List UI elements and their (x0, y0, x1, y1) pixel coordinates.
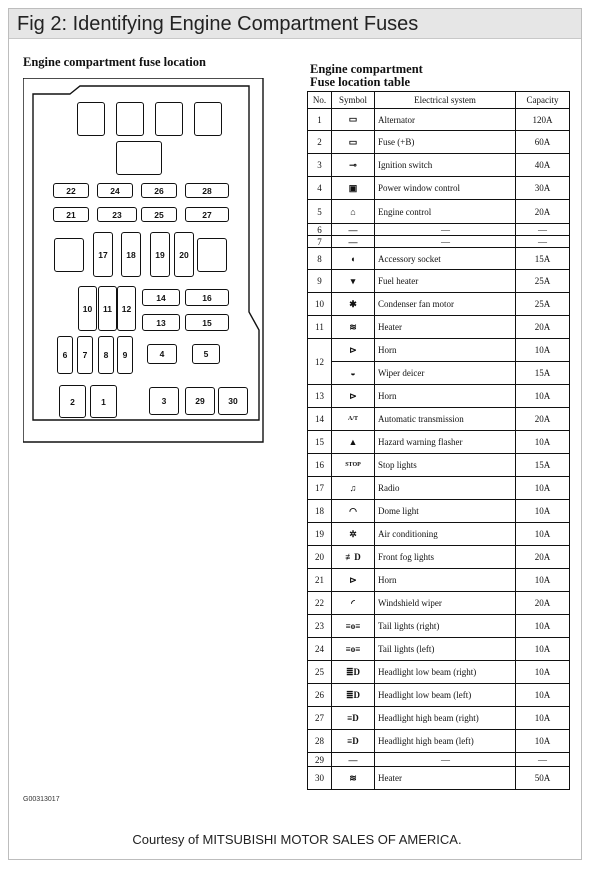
fuse-number: 16 (308, 454, 332, 477)
capacity: 25A (516, 270, 570, 293)
table-header-row (308, 92, 570, 109)
electrical-system: Automatic transmission (375, 408, 516, 431)
electrical-system: Tail lights (left) (375, 638, 516, 661)
header-symbol: Symbol (332, 92, 375, 109)
fuse-28: 28 (185, 183, 229, 198)
hazard-icon: ▲ (332, 431, 375, 454)
electrical-system: Front fog lights (375, 546, 516, 569)
capacity: 50A (516, 767, 570, 790)
air-conditioning-icon: ✲ (332, 523, 375, 546)
electrical-system: — (375, 224, 516, 236)
windshield-wiper-icon: ◜ (332, 592, 375, 615)
fuse-number: 13 (308, 385, 332, 408)
fuse-9: 9 (117, 336, 133, 374)
fuse-number: 7 (308, 236, 332, 248)
fuse-8: 8 (98, 336, 114, 374)
fuse-location-table (307, 91, 570, 790)
header-electrical-system: Electrical system (375, 92, 516, 109)
symbol-dash: — (332, 753, 375, 767)
fuse-number: 21 (308, 569, 332, 592)
high-beam-icon: ≡D (332, 730, 375, 753)
fuse-number: 23 (308, 615, 332, 638)
fuse-number: 26 (308, 684, 332, 707)
capacity: 20A (516, 408, 570, 431)
high-beam-icon: ≡D (332, 707, 375, 730)
fuse-7: 7 (77, 336, 93, 374)
capacity: 10A (516, 431, 570, 454)
electrical-system: Ignition switch (375, 154, 516, 177)
fuse-26: 26 (141, 183, 177, 198)
horn-icon: ⊳ (332, 339, 375, 362)
low-beam-icon: ≣D (332, 684, 375, 707)
fuse-22: 22 (53, 183, 89, 198)
wiper-deicer-icon: ◒ (332, 362, 375, 385)
accessory-socket-icon: ◖ (332, 248, 375, 270)
table-row (308, 454, 570, 477)
electrical-system: Headlight high beam (right) (375, 707, 516, 730)
electrical-system: Radio (375, 477, 516, 500)
radio-icon: ♫ (332, 477, 375, 500)
fuse-number: 1 (308, 109, 332, 131)
fuse-21: 21 (53, 207, 89, 222)
capacity: 10A (516, 385, 570, 408)
capacity: — (516, 753, 570, 767)
electrical-system: — (375, 753, 516, 767)
electrical-system: Horn (375, 569, 516, 592)
table-row (308, 270, 570, 293)
stop-lights-icon: STOP (332, 454, 375, 477)
table-row (308, 248, 570, 270)
fuse-number: 20 (308, 546, 332, 569)
power-window-icon: ▣ (332, 177, 375, 200)
table-row (308, 362, 570, 385)
table-row (308, 500, 570, 523)
relay-slot (197, 238, 227, 272)
electrical-system: Headlight low beam (left) (375, 684, 516, 707)
fuse-23: 23 (97, 207, 137, 222)
fuse-number: 12 (308, 339, 332, 385)
table-row (308, 293, 570, 316)
capacity: 10A (516, 523, 570, 546)
capacity: 10A (516, 339, 570, 362)
symbol-dash: — (332, 224, 375, 236)
electrical-system: Wiper deicer (375, 362, 516, 385)
fuse-30: 30 (218, 387, 248, 415)
capacity: 10A (516, 569, 570, 592)
table-title-line1: Engine compartment (310, 62, 423, 76)
electrical-system: Headlight high beam (left) (375, 730, 516, 753)
fuse-number: 27 (308, 707, 332, 730)
fuse-2: 2 (59, 385, 86, 418)
electrical-system: Condenser fan motor (375, 293, 516, 316)
table-title-line2: Fuse location table (310, 75, 410, 89)
table-row (308, 730, 570, 753)
heater-icon: ≋ (332, 767, 375, 790)
engine-icon: ⌂ (332, 200, 375, 224)
capacity: 30A (516, 177, 570, 200)
table-row (308, 638, 570, 661)
capacity: 10A (516, 500, 570, 523)
fuse-number: 2 (308, 131, 332, 154)
capacity: 20A (516, 200, 570, 224)
fuse-number: 8 (308, 248, 332, 270)
fuse-3: 3 (149, 387, 179, 415)
capacity: 10A (516, 707, 570, 730)
capacity: 10A (516, 730, 570, 753)
fuse-number: 17 (308, 477, 332, 500)
table-row (308, 408, 570, 431)
figure-header (9, 9, 581, 39)
horn-icon: ⊳ (332, 569, 375, 592)
capacity: — (516, 236, 570, 248)
relay-slot (54, 238, 84, 272)
capacity: 20A (516, 546, 570, 569)
battery-plus-icon: ▭ (332, 131, 375, 154)
relay-slot (77, 102, 105, 136)
fuse-29: 29 (185, 387, 215, 415)
fuse-11: 11 (98, 286, 117, 331)
table-row (308, 707, 570, 730)
table-row (308, 661, 570, 684)
fan-icon: ✱ (332, 293, 375, 316)
capacity: 10A (516, 615, 570, 638)
fuse-number: 24 (308, 638, 332, 661)
fuse-20: 20 (174, 232, 194, 277)
figure-id: G00313017 (23, 796, 60, 803)
capacity: 15A (516, 362, 570, 385)
table-row (308, 109, 570, 131)
table-row (308, 385, 570, 408)
fuse-number: 30 (308, 767, 332, 790)
electrical-system: Stop lights (375, 454, 516, 477)
fuse-5: 5 (192, 344, 220, 364)
fuse-number: 6 (308, 224, 332, 236)
heater-icon: ≋ (332, 316, 375, 339)
fuse-14: 14 (142, 289, 180, 306)
table-row (308, 592, 570, 615)
fuse-number: 29 (308, 753, 332, 767)
electrical-system: Tail lights (right) (375, 615, 516, 638)
capacity: 15A (516, 248, 570, 270)
capacity: 20A (516, 316, 570, 339)
table-row (308, 684, 570, 707)
capacity: 10A (516, 684, 570, 707)
fuel-heater-icon: ▾ (332, 270, 375, 293)
table-row (308, 477, 570, 500)
capacity: 40A (516, 154, 570, 177)
electrical-system: Heater (375, 767, 516, 790)
fuse-number: 5 (308, 200, 332, 224)
fuse-13: 13 (142, 314, 180, 331)
table-row (308, 523, 570, 546)
fuse-17: 17 (93, 232, 113, 277)
header-capacity: Capacity (516, 92, 570, 109)
fuse-24: 24 (97, 183, 133, 198)
table-body (308, 109, 570, 790)
table-row (308, 339, 570, 362)
relay-slot (116, 141, 162, 175)
fuse-19: 19 (150, 232, 170, 277)
capacity: — (516, 224, 570, 236)
figure-title: Fig 2: Identifying Engine Compartment Fuses (17, 13, 419, 35)
fuse-10: 10 (78, 286, 97, 331)
fuse-25: 25 (141, 207, 177, 222)
fuse-number: 9 (308, 270, 332, 293)
diagram-title: Engine compartment fuse location (23, 55, 206, 69)
electrical-system: Fuse (+B) (375, 131, 516, 154)
table-row (308, 316, 570, 339)
electrical-system: Windshield wiper (375, 592, 516, 615)
electrical-system: — (375, 236, 516, 248)
fuse-1: 1 (90, 385, 117, 418)
table-row (308, 767, 570, 790)
fuse-number: 15 (308, 431, 332, 454)
table-row (308, 615, 570, 638)
battery-icon: ▭ (332, 109, 375, 131)
low-beam-icon: ≣D (332, 661, 375, 684)
capacity: 20A (516, 592, 570, 615)
tail-light-icon: ≡o≡ (332, 615, 375, 638)
horn-icon: ⊳ (332, 385, 375, 408)
fuse-number: 22 (308, 592, 332, 615)
electrical-system: Dome light (375, 500, 516, 523)
fuse-number: 25 (308, 661, 332, 684)
table-row (308, 131, 570, 154)
table-title (310, 63, 423, 89)
dome-light-icon: ◠ (332, 500, 375, 523)
fuse-number: 11 (308, 316, 332, 339)
electrical-system: Heater (375, 316, 516, 339)
fuse-number: 19 (308, 523, 332, 546)
capacity: 15A (516, 454, 570, 477)
fog-light-icon: ≢D (332, 546, 375, 569)
capacity: 10A (516, 477, 570, 500)
automatic-transmission-icon: A/T (332, 408, 375, 431)
fuse-number: 10 (308, 293, 332, 316)
electrical-system: Power window control (375, 177, 516, 200)
ignition-key-icon: ⊸ (332, 154, 375, 177)
table-row (308, 154, 570, 177)
fuse-number: 14 (308, 408, 332, 431)
electrical-system: Accessory socket (375, 248, 516, 270)
relay-slot (194, 102, 222, 136)
electrical-system: Headlight low beam (right) (375, 661, 516, 684)
fuse-number: 18 (308, 500, 332, 523)
electrical-system: Alternator (375, 109, 516, 131)
capacity: 10A (516, 638, 570, 661)
fuse-16: 16 (185, 289, 229, 306)
electrical-system: Hazard warning flasher (375, 431, 516, 454)
fuse-4: 4 (147, 344, 177, 364)
fuse-15: 15 (185, 314, 229, 331)
symbol-dash: — (332, 236, 375, 248)
table-row (308, 224, 570, 236)
fuse-number: 28 (308, 730, 332, 753)
capacity: 25A (516, 293, 570, 316)
fuse-number: 3 (308, 154, 332, 177)
electrical-system: Air conditioning (375, 523, 516, 546)
table-row (308, 431, 570, 454)
capacity: 60A (516, 131, 570, 154)
electrical-system: Fuel heater (375, 270, 516, 293)
courtesy-line: Courtesy of MITSUBISHI MOTOR SALES OF AMERICA. (132, 832, 462, 847)
fuse-12: 12 (117, 286, 136, 331)
capacity: 10A (516, 661, 570, 684)
relay-slot (155, 102, 183, 136)
table-row (308, 236, 570, 248)
capacity: 120A (516, 109, 570, 131)
electrical-system: Horn (375, 339, 516, 362)
table-row (308, 200, 570, 224)
fuse-number: 4 (308, 177, 332, 200)
electrical-system: Horn (375, 385, 516, 408)
relay-slot (116, 102, 144, 136)
table-row (308, 177, 570, 200)
table-row (308, 753, 570, 767)
tail-light-icon: ≡o≡ (332, 638, 375, 661)
electrical-system: Engine control (375, 200, 516, 224)
fuse-27: 27 (185, 207, 229, 222)
table-row (308, 546, 570, 569)
fuse-18: 18 (121, 232, 141, 277)
header-no: No. (308, 92, 332, 109)
fuse-6: 6 (57, 336, 73, 374)
table-row (308, 569, 570, 592)
